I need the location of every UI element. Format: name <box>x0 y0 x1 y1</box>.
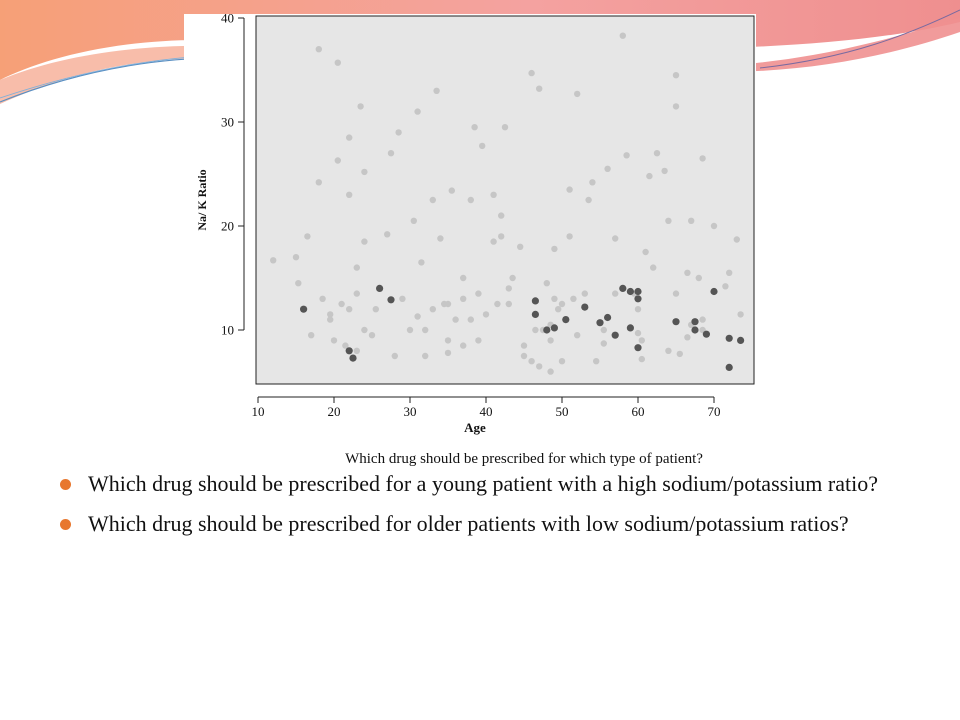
x-tick-label: 60 <box>631 404 645 419</box>
point-light <box>354 290 360 296</box>
bullet-dot-icon <box>60 479 71 490</box>
point-light <box>673 103 679 109</box>
point-light <box>373 306 379 312</box>
point-light <box>335 157 341 163</box>
point-dark <box>532 311 539 318</box>
bullet-dot-icon <box>60 519 71 530</box>
point-light <box>699 316 705 322</box>
point-light <box>369 332 375 338</box>
point-light <box>293 254 299 260</box>
point-light <box>479 143 485 149</box>
point-light <box>502 124 508 130</box>
bullet-item <box>60 470 920 498</box>
x-tick-label: 40 <box>479 404 493 419</box>
point-dark <box>596 319 603 326</box>
point-light <box>468 316 474 322</box>
point-dark <box>346 347 353 354</box>
scatter-figure <box>184 14 756 470</box>
point-light <box>433 88 439 94</box>
bullet-item <box>60 510 920 538</box>
point-dark <box>691 326 698 333</box>
point-dark <box>376 285 383 292</box>
point-light <box>460 275 466 281</box>
point-light <box>642 249 648 255</box>
point-light <box>346 192 352 198</box>
chart-title: Which drug should be prescribed for which type of patient? <box>345 451 703 467</box>
point-light <box>650 264 656 270</box>
point-light <box>547 368 553 374</box>
point-light <box>696 275 702 281</box>
point-light <box>570 296 576 302</box>
point-dark <box>634 344 641 351</box>
y-tick-label: 20 <box>221 218 234 234</box>
point-light <box>612 290 618 296</box>
point-light <box>517 244 523 250</box>
bullet-list <box>60 470 920 550</box>
point-dark <box>612 332 619 339</box>
point-light <box>555 306 561 312</box>
point-light <box>661 168 667 174</box>
point-light <box>654 150 660 156</box>
point-light <box>295 280 301 286</box>
point-light <box>430 306 436 312</box>
point-light <box>559 301 565 307</box>
point-light <box>601 340 607 346</box>
point-light <box>316 46 322 52</box>
point-light <box>559 358 565 364</box>
point-light <box>449 187 455 193</box>
point-light <box>304 233 310 239</box>
point-light <box>483 311 489 317</box>
point-dark <box>627 288 634 295</box>
point-light <box>673 290 679 296</box>
x-tick-label: 70 <box>707 404 721 419</box>
point-light <box>673 72 679 78</box>
point-dark <box>726 335 733 342</box>
point-light <box>551 296 557 302</box>
point-light <box>388 150 394 156</box>
point-light <box>361 169 367 175</box>
point-dark <box>349 355 356 362</box>
point-dark <box>672 318 679 325</box>
point-light <box>437 235 443 241</box>
point-light <box>354 348 360 354</box>
point-dark <box>551 324 558 331</box>
point-light <box>445 301 451 307</box>
plot-area <box>256 16 754 384</box>
point-light <box>699 155 705 161</box>
point-dark <box>604 314 611 321</box>
point-light <box>270 257 276 263</box>
point-dark <box>634 288 641 295</box>
bullet-text: Which drug should be prescribed for a young patient with a high sodium/potassium ratio? <box>88 471 879 496</box>
point-light <box>335 60 341 66</box>
point-light <box>411 218 417 224</box>
point-light <box>509 275 515 281</box>
x-tick-label: 20 <box>327 404 341 419</box>
bullet-text: Which drug should be prescribed for older patients with low sodium/potassium ratios? <box>88 511 849 536</box>
point-light <box>361 238 367 244</box>
point-dark <box>532 297 539 304</box>
chart-svg <box>184 14 756 470</box>
point-light <box>684 270 690 276</box>
point-light <box>665 218 671 224</box>
point-light <box>445 337 451 343</box>
x-tick-label: 10 <box>251 404 265 419</box>
point-light <box>460 296 466 302</box>
point-light <box>521 342 527 348</box>
point-dark <box>703 331 710 338</box>
x-axis-label: Age <box>464 420 486 435</box>
point-dark <box>543 326 550 333</box>
y-tick-label: 10 <box>221 322 234 338</box>
point-light <box>498 233 504 239</box>
y-tick-label: 30 <box>221 114 234 130</box>
point-light <box>354 264 360 270</box>
point-light <box>711 223 717 229</box>
point-light <box>445 350 451 356</box>
point-light <box>475 290 481 296</box>
point-light <box>722 283 728 289</box>
point-light <box>551 246 557 252</box>
point-light <box>316 179 322 185</box>
point-light <box>677 351 683 357</box>
point-light <box>528 70 534 76</box>
point-light <box>547 337 553 343</box>
point-light <box>468 197 474 203</box>
point-light <box>528 358 534 364</box>
point-light <box>384 231 390 237</box>
point-light <box>726 270 732 276</box>
point-light <box>422 327 428 333</box>
y-axis-label: Na/ K Ratio <box>195 169 209 231</box>
point-light <box>737 311 743 317</box>
point-light <box>490 238 496 244</box>
point-dark <box>726 364 733 371</box>
x-tick-label: 50 <box>555 404 569 419</box>
point-light <box>612 235 618 241</box>
point-dark <box>562 316 569 323</box>
point-light <box>585 197 591 203</box>
point-light <box>346 134 352 140</box>
point-light <box>635 330 641 336</box>
point-light <box>646 173 652 179</box>
point-dark <box>627 324 634 331</box>
point-light <box>532 327 538 333</box>
point-light <box>361 327 367 333</box>
point-light <box>665 348 671 354</box>
point-light <box>494 301 500 307</box>
point-light <box>506 285 512 291</box>
point-light <box>430 197 436 203</box>
point-light <box>331 337 337 343</box>
point-light <box>308 332 314 338</box>
point-light <box>620 33 626 39</box>
point-dark <box>619 285 626 292</box>
point-light <box>582 290 588 296</box>
point-light <box>684 334 690 340</box>
point-light <box>521 353 527 359</box>
point-light <box>475 337 481 343</box>
point-light <box>338 301 344 307</box>
point-light <box>414 108 420 114</box>
point-light <box>319 296 325 302</box>
point-light <box>452 316 458 322</box>
point-light <box>566 233 572 239</box>
point-light <box>536 86 542 92</box>
point-dark <box>387 296 394 303</box>
point-light <box>490 192 496 198</box>
point-light <box>639 337 645 343</box>
point-light <box>566 186 572 192</box>
point-light <box>460 342 466 348</box>
point-dark <box>691 318 698 325</box>
point-light <box>635 306 641 312</box>
point-light <box>357 103 363 109</box>
point-light <box>422 353 428 359</box>
point-light <box>544 280 550 286</box>
point-light <box>471 124 477 130</box>
point-light <box>392 353 398 359</box>
point-light <box>734 236 740 242</box>
point-light <box>498 212 504 218</box>
point-light <box>574 91 580 97</box>
point-light <box>414 313 420 319</box>
x-tick-label: 30 <box>403 404 417 419</box>
point-light <box>604 166 610 172</box>
point-light <box>574 332 580 338</box>
point-light <box>589 179 595 185</box>
point-dark <box>737 337 744 344</box>
point-dark <box>710 288 717 295</box>
point-dark <box>300 306 307 313</box>
point-light <box>407 327 413 333</box>
point-light <box>346 306 352 312</box>
y-tick-label: 40 <box>221 14 234 26</box>
point-light <box>395 129 401 135</box>
point-light <box>601 327 607 333</box>
point-light <box>399 296 405 302</box>
point-light <box>327 316 333 322</box>
point-light <box>688 218 694 224</box>
point-dark <box>634 295 641 302</box>
point-light <box>506 301 512 307</box>
point-light <box>639 356 645 362</box>
point-light <box>623 152 629 158</box>
point-light <box>593 358 599 364</box>
point-dark <box>581 304 588 311</box>
point-light <box>418 259 424 265</box>
point-light <box>536 363 542 369</box>
